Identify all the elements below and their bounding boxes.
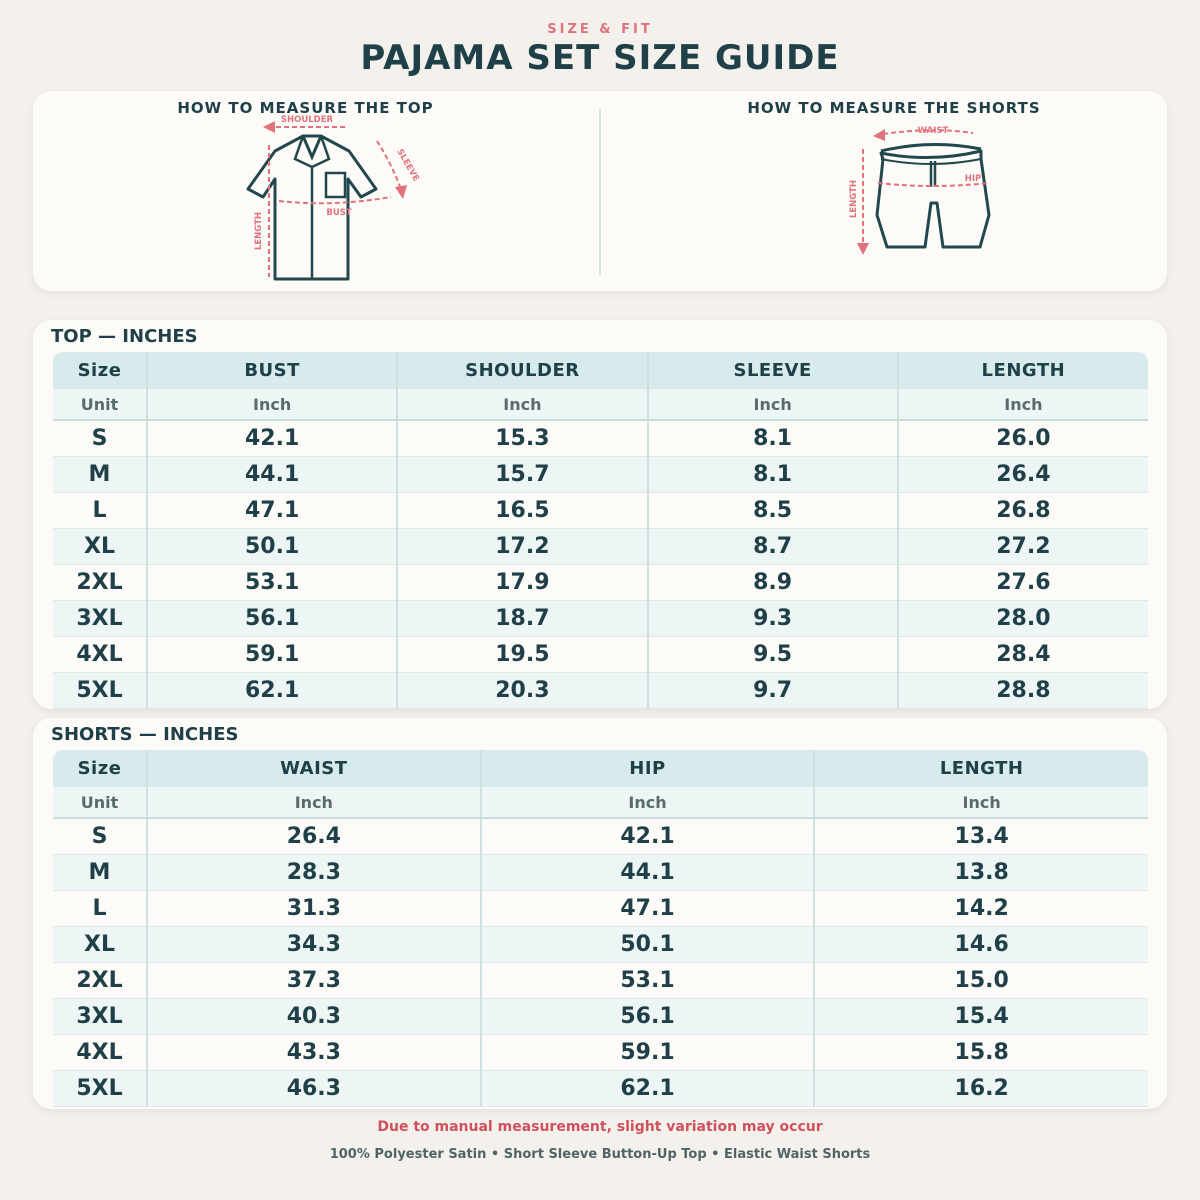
shorts-value-cell: 50.1 xyxy=(481,927,815,963)
shorts-value-cell: 34.3 xyxy=(147,927,481,963)
shorts-value-cell: 37.3 xyxy=(147,963,481,999)
shorts-size-card xyxy=(33,718,1167,1109)
shorts-value-cell: 59.1 xyxy=(481,1035,815,1071)
material-note: 100% Polyester Satin • Short Sleeve Button-Up Top • Elastic Waist Shorts xyxy=(329,1147,871,1162)
top-value-cell: 15.7 xyxy=(397,457,647,493)
top-size-cell: M xyxy=(53,457,147,493)
shorts-table-row xyxy=(53,927,1148,963)
top-size-cell: L xyxy=(53,493,147,529)
top-size-card xyxy=(33,320,1167,709)
top-table-row xyxy=(53,673,1148,709)
page-title: PAJAMA SET SIZE GUIDE xyxy=(360,38,840,78)
measure-card xyxy=(33,91,1167,291)
top-header-row xyxy=(53,352,1148,389)
shorts-waistband xyxy=(881,144,981,151)
top-value-cell: 17.2 xyxy=(397,529,647,565)
top-value-cell: 47.1 xyxy=(147,493,397,529)
shirt-collar xyxy=(303,136,321,157)
top-header-cell: SHOULDER xyxy=(397,352,647,389)
top-unit-cell: Inch xyxy=(147,389,397,420)
shorts-header-cell: WAIST xyxy=(147,750,481,787)
top-value-cell: 16.5 xyxy=(397,493,647,529)
waist-label: WAIST xyxy=(917,126,949,136)
shorts-value-cell: 14.6 xyxy=(814,927,1148,963)
top-unit-cell: Inch xyxy=(397,389,647,420)
top-size-cell: 2XL xyxy=(53,565,147,601)
shorts-value-cell: 15.4 xyxy=(814,999,1148,1035)
shorts-value-cell: 46.3 xyxy=(147,1071,481,1107)
shorts-size-cell: S xyxy=(53,818,147,855)
top-size-table xyxy=(53,352,1148,709)
top-value-cell: 26.8 xyxy=(898,493,1148,529)
top-value-cell: 8.7 xyxy=(648,529,898,565)
top-table-row xyxy=(53,601,1148,637)
waist-arrow-head xyxy=(873,129,885,141)
shorts-size-cell: 3XL xyxy=(53,999,147,1035)
shorts-value-cell: 13.8 xyxy=(814,855,1148,891)
shorts-size-table xyxy=(53,750,1148,1107)
shorts-value-cell: 15.8 xyxy=(814,1035,1148,1071)
shorts-value-cell: 47.1 xyxy=(481,891,815,927)
shorts-table-row xyxy=(53,963,1148,999)
shorts-size-cell: XL xyxy=(53,927,147,963)
top-unit-cell: Unit xyxy=(53,389,147,420)
top-header-cell: Size xyxy=(53,352,147,389)
top-value-cell: 8.5 xyxy=(648,493,898,529)
shorts-size-cell: 5XL xyxy=(53,1071,147,1107)
shorts-value-cell: 42.1 xyxy=(481,818,815,855)
shorts-value-cell: 14.2 xyxy=(814,891,1148,927)
top-value-cell: 44.1 xyxy=(147,457,397,493)
top-size-cell: 5XL xyxy=(53,673,147,709)
top-value-cell: 50.1 xyxy=(147,529,397,565)
measure-shorts-title: HOW TO MEASURE THE SHORTS xyxy=(747,99,1041,117)
shorts-table-row xyxy=(53,891,1148,927)
top-value-cell: 26.0 xyxy=(898,420,1148,457)
top-value-cell: 27.2 xyxy=(898,529,1148,565)
top-value-cell: 42.1 xyxy=(147,420,397,457)
shorts-table-row xyxy=(53,1071,1148,1107)
top-unit-cell: Inch xyxy=(648,389,898,420)
shorts-value-cell: 26.4 xyxy=(147,818,481,855)
top-table-row xyxy=(53,637,1148,673)
shorts-value-cell: 53.1 xyxy=(481,963,815,999)
shorts-value-cell: 28.3 xyxy=(147,855,481,891)
top-value-cell: 19.5 xyxy=(397,637,647,673)
top-value-cell: 53.1 xyxy=(147,565,397,601)
top-value-cell: 9.7 xyxy=(648,673,898,709)
shorts-table-row xyxy=(53,1035,1148,1071)
shorts-table-row xyxy=(53,855,1148,891)
top-value-cell: 8.1 xyxy=(648,457,898,493)
top-table-title: TOP — INCHES xyxy=(51,326,198,347)
sleeve-label: SLEEVE xyxy=(394,147,421,184)
top-value-cell: 28.8 xyxy=(898,673,1148,709)
shorts-value-cell: 40.3 xyxy=(147,999,481,1035)
top-value-cell: 28.4 xyxy=(898,637,1148,673)
top-table-row xyxy=(53,457,1148,493)
shorts-table-title: SHORTS — INCHES xyxy=(51,724,239,745)
length-label: LENGTH xyxy=(254,211,264,251)
top-size-cell: XL xyxy=(53,529,147,565)
bust-label: BUST xyxy=(326,208,352,218)
shirt-pocket xyxy=(326,173,345,197)
top-table-row xyxy=(53,420,1148,457)
shorts-unit-cell: Inch xyxy=(147,787,481,818)
sleeve-arrow-line xyxy=(377,141,401,189)
shorts-unit-cell: Inch xyxy=(814,787,1148,818)
top-value-cell: 17.9 xyxy=(397,565,647,601)
shorts-value-cell: 16.2 xyxy=(814,1071,1148,1107)
shirt-illustration xyxy=(213,111,443,286)
shorts-unit-cell: Inch xyxy=(481,787,815,818)
top-unit-row xyxy=(53,389,1148,420)
top-unit-cell: Inch xyxy=(898,389,1148,420)
shorts-size-cell: L xyxy=(53,891,147,927)
shorts-length-arrow-head xyxy=(857,243,869,255)
shorts-size-cell: M xyxy=(53,855,147,891)
top-value-cell: 8.9 xyxy=(648,565,898,601)
shorts-size-cell: 4XL xyxy=(53,1035,147,1071)
top-value-cell: 62.1 xyxy=(147,673,397,709)
top-header-cell: SLEEVE xyxy=(648,352,898,389)
top-value-cell: 56.1 xyxy=(147,601,397,637)
shorts-header-cell: Size xyxy=(53,750,147,787)
shorts-header-row xyxy=(53,750,1148,787)
shorts-value-cell: 56.1 xyxy=(481,999,815,1035)
hip-label: HIP xyxy=(964,174,982,184)
shorts-outline xyxy=(877,151,989,247)
shorts-value-cell: 15.0 xyxy=(814,963,1148,999)
top-value-cell: 26.4 xyxy=(898,457,1148,493)
shorts-table-row xyxy=(53,999,1148,1035)
top-value-cell: 27.6 xyxy=(898,565,1148,601)
top-table-row xyxy=(53,529,1148,565)
sleeve-arrow-head xyxy=(395,185,407,199)
shoulder-label: SHOULDER xyxy=(280,115,334,125)
top-header-cell: BUST xyxy=(147,352,397,389)
top-size-cell: S xyxy=(53,420,147,457)
top-size-cell: 4XL xyxy=(53,637,147,673)
shorts-header-cell: LENGTH xyxy=(814,750,1148,787)
top-table-row xyxy=(53,565,1148,601)
shorts-header-cell: HIP xyxy=(481,750,815,787)
shorts-unit-row xyxy=(53,787,1148,818)
shorts-illustration xyxy=(803,119,1003,269)
shorts-size-cell: 2XL xyxy=(53,963,147,999)
card-divider xyxy=(599,109,601,275)
shorts-value-cell: 13.4 xyxy=(814,818,1148,855)
shorts-value-cell: 44.1 xyxy=(481,855,815,891)
top-value-cell: 9.5 xyxy=(648,637,898,673)
shorts-value-cell: 43.3 xyxy=(147,1035,481,1071)
shorts-value-cell: 31.3 xyxy=(147,891,481,927)
top-size-cell: 3XL xyxy=(53,601,147,637)
shorts-unit-cell: Unit xyxy=(53,787,147,818)
top-value-cell: 15.3 xyxy=(397,420,647,457)
top-header-cell: LENGTH xyxy=(898,352,1148,389)
top-table-row xyxy=(53,493,1148,529)
top-value-cell: 59.1 xyxy=(147,637,397,673)
top-value-cell: 8.1 xyxy=(648,420,898,457)
top-value-cell: 18.7 xyxy=(397,601,647,637)
measure-top-title: HOW TO MEASURE THE TOP xyxy=(177,99,434,117)
shorts-table-row xyxy=(53,818,1148,855)
size-eyebrow: SIZE & FIT xyxy=(547,22,653,37)
measurement-warning: Due to manual measurement, slight variation may occur xyxy=(377,1119,823,1135)
shorts-value-cell: 62.1 xyxy=(481,1071,815,1107)
shoulder-arrow-head xyxy=(263,121,275,133)
top-value-cell: 20.3 xyxy=(397,673,647,709)
shorts-length-label: LENGTH xyxy=(849,179,859,219)
top-value-cell: 28.0 xyxy=(898,601,1148,637)
top-value-cell: 9.3 xyxy=(648,601,898,637)
